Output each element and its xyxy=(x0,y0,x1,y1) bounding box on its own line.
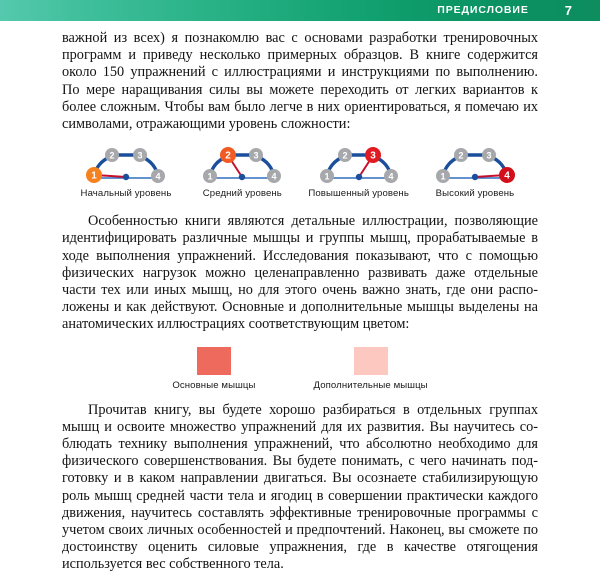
paragraph-summary: Прочитав книгу, вы будете хорошо разбираться в отдельных группах мышц и освоите множество упражнений для их развития. Вы научитесь соблюдать технику выполнения упражнений, что абсолютно необходимо для физического совершенствования. Вы будете понимать, с чего начинать подготовку и в каком направлении двигаться. Вы осознаете стабилизирующую роль мышц средней части тела и ягодиц в совершении практически каждого движения, научитесь составлять эффективные тренировочные программы с учетом своих личных особенностей и предпочтений. Наконец, вы сможете по достоинству оценить силовые упражнения, где в качестве отягощения используется вес собственного тела. xyxy=(62,401,538,573)
header-page-number: 7 xyxy=(564,2,572,18)
svg-text:3: 3 xyxy=(137,150,143,161)
difficulty-level-item xyxy=(70,146,182,199)
difficulty-levels-legend xyxy=(62,146,538,199)
gauge-icon-level-1 xyxy=(80,146,172,186)
paragraph-intro: важной из всех) я познакомлю вас с основами разработки тренировочных программ и приведу несколько примерных образцов. В книге содержится около 150 упражнений с иллюстрациями и инструкциями по выполнению. По мере наращивания силы вы можете переходить от легких вариантов к более сложным. Чтобы вам было легче в них ориентироваться, я помечаю их символами, отражающими уровень сложности: xyxy=(62,30,538,133)
page-content xyxy=(0,30,600,574)
spacer xyxy=(62,391,538,402)
spacer xyxy=(62,199,538,213)
page-header-band xyxy=(0,0,600,21)
swatch-label-secondary: Дополнительные мышцы xyxy=(313,379,428,391)
gauge-icon-level-2 xyxy=(196,146,288,186)
svg-text:2: 2 xyxy=(458,150,464,161)
svg-text:1: 1 xyxy=(324,171,330,182)
svg-text:1: 1 xyxy=(440,171,446,182)
svg-text:2: 2 xyxy=(225,150,232,162)
svg-text:4: 4 xyxy=(271,171,277,182)
svg-text:2: 2 xyxy=(109,150,115,161)
paragraph-illustrations: Особенностью книги являются детальные иллюстрации, позволяющие идентифицировать различные мышцы и группы мышц, прорабатываемые в ходе выполнения упражнений. Исследования показывают, что с помощью физических нагрузок можно целенаправленно развивать даже отдельные части тех или иных мышц, но для этого очень важно знать, где они расположены и как действуют. Основные и дополнительные мышцы выделены на анатомических иллюстрациях соответствующим цветом: xyxy=(62,213,538,333)
difficulty-level-label: Высокий уровень xyxy=(435,188,515,200)
svg-text:3: 3 xyxy=(369,150,376,162)
difficulty-level-label: Начальный уровень xyxy=(80,188,172,200)
svg-text:3: 3 xyxy=(486,150,492,161)
header-section-title: ПРЕДИСЛОВИЕ xyxy=(437,3,529,16)
swatch-secondary-muscles xyxy=(354,347,388,375)
muscle-legend-item-primary xyxy=(172,347,255,391)
swatch-label-primary: Основные мышцы xyxy=(172,379,256,391)
difficulty-level-label: Повышенный уровень xyxy=(308,188,409,200)
gauge-icon-level-4 xyxy=(429,146,521,186)
svg-text:4: 4 xyxy=(155,171,161,182)
svg-text:4: 4 xyxy=(388,171,394,182)
svg-text:3: 3 xyxy=(253,150,259,161)
svg-text:2: 2 xyxy=(342,150,348,161)
difficulty-level-label: Средний уровень xyxy=(202,188,282,200)
swatch-primary-muscles xyxy=(197,347,231,375)
svg-text:4: 4 xyxy=(504,170,510,182)
svg-text:1: 1 xyxy=(91,170,97,182)
difficulty-level-item xyxy=(303,146,415,199)
muscle-color-legend xyxy=(62,347,538,391)
muscle-legend-item-secondary xyxy=(313,347,427,391)
svg-text:1: 1 xyxy=(207,171,213,182)
gauge-icon-level-3 xyxy=(313,146,405,186)
difficulty-level-item xyxy=(419,146,531,199)
difficulty-level-item xyxy=(186,146,298,199)
